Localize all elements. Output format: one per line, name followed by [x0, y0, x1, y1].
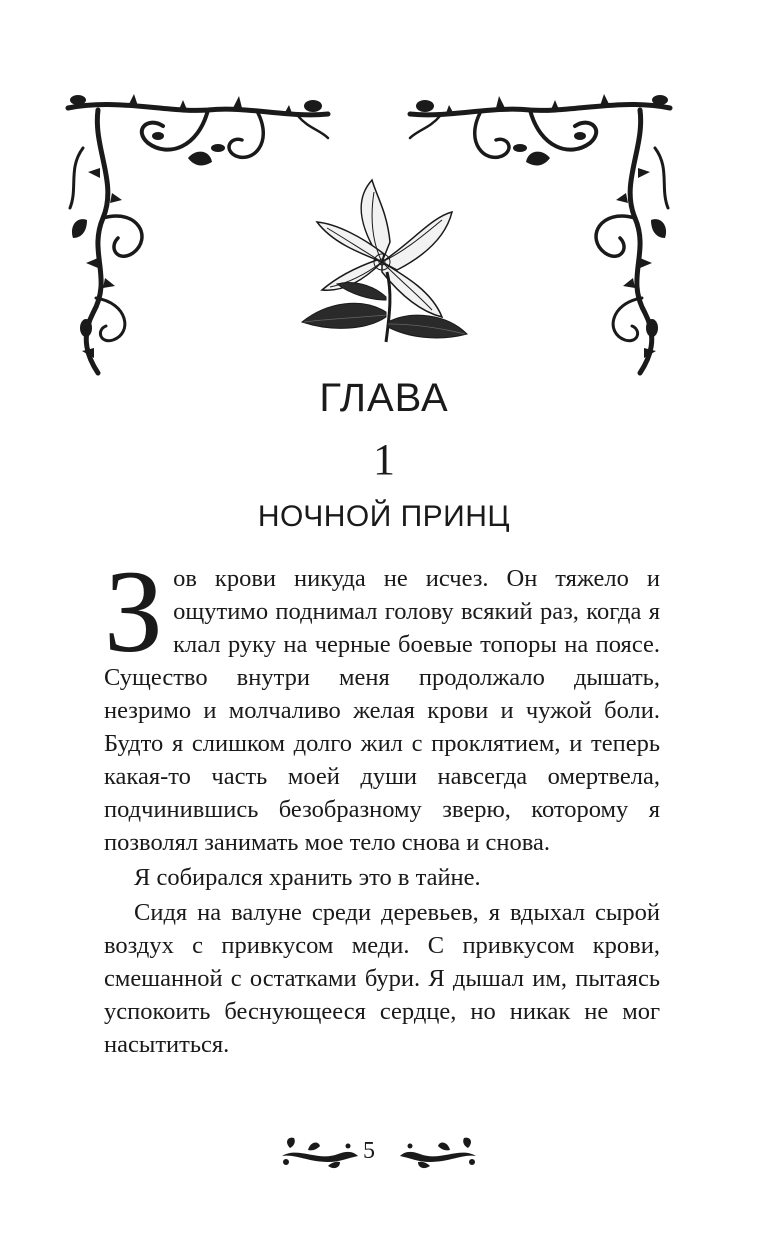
paragraph-1 — [104, 546, 660, 859]
datura-flower-illustration — [282, 172, 482, 352]
footer-ornament-left — [278, 1136, 360, 1172]
footer-ornament-right — [398, 1136, 480, 1172]
page-footer — [0, 1134, 768, 1174]
chapter-title: НОЧНОЙ ПРИНЦ — [257, 500, 511, 533]
page-number: 5 — [363, 1138, 375, 1164]
chapter-number: 1 — [373, 435, 395, 484]
paragraph-3: Сидя на валуне среди деревьев, я вдыхал сырой воздух с привкусом меди. С привкусом крови, смешанной с остатками бури. Я дышал им, пытаясь успокоить беснующееся сердце, но никак не мог насытиться. — [104, 899, 660, 1058]
paragraph-1-text: ов крови никуда не исчез. Он тяжело и ощутимо поднимал голову всякий раз, когда я клал руку на черные боевые топоры на поясе. Существо внутри меня продолжало дышать, незримо и молчаливо желая крови и чужой боли. Будто я слишком долго жил с проклятием, и теперь какая-то часть моей души навсегда омертвела, подчинившись безобразному зверю, которому я позволял занимать мое тело снова и снова. — [104, 565, 660, 856]
drop-cap: З — [104, 546, 164, 677]
paragraph-2: Я собирался хранить это в тайне. — [134, 864, 481, 891]
chapter-body — [104, 546, 660, 1061]
chapter-label: ГЛАВА — [319, 376, 449, 420]
